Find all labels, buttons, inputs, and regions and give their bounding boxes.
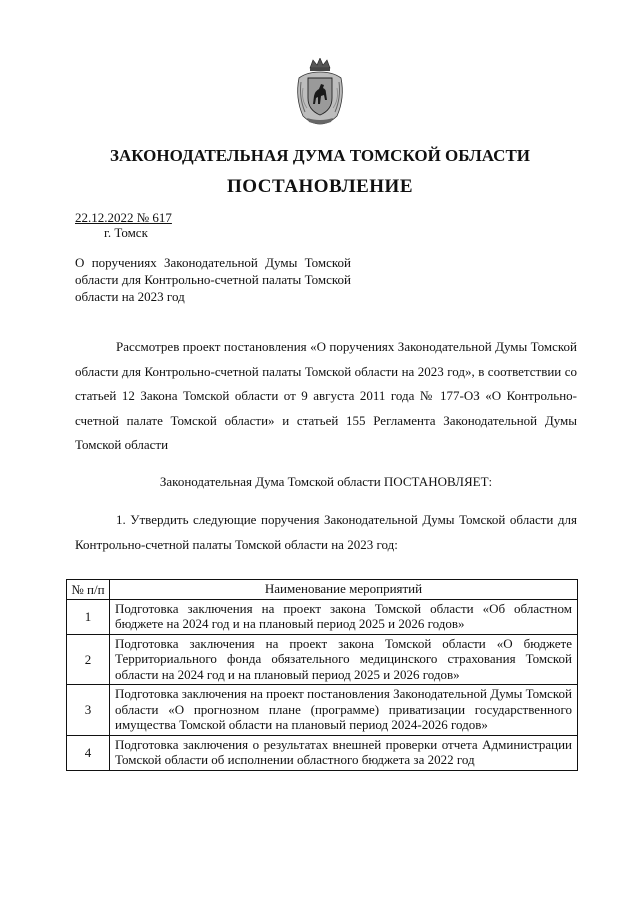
row-text: Подготовка заключения о результатах внешней проверки отчета Администрации Томской области об исполнении областного бюджета за 2022 год <box>110 735 578 770</box>
row-text: Подготовка заключения на проект постановления Законодательной Думы Томской области «О прогнозном плане (программе) приватизации государственного имущества Томской области на плановый период 2024-2026 годов» <box>110 685 578 736</box>
column-header-name: Наименование мероприятий <box>110 580 578 600</box>
resolution-statement: Законодательная Дума Томской области ПОСТАНОВЛЯЕТ: <box>159 474 493 489</box>
table-header-row <box>67 580 578 600</box>
table-row <box>67 735 578 770</box>
preamble-paragraph: Рассмотрев проект постановления «О поручениях Законодательной Думы Томской области для Контрольно-счетной палаты Томской области на 2023 год», в соответствии со статьей 12 Закона Томской области от 9 августа 2011 года № 177-ОЗ «О Контрольно-счетной палате Томской области» и статьей 155 Регламента Законодательной Думы Томской области <box>75 339 577 452</box>
row-number: 3 <box>67 685 110 736</box>
organization-title: ЗАКОНОДАТЕЛЬНАЯ ДУМА ТОМСКОЙ ОБЛАСТИ <box>109 146 531 165</box>
table-row <box>67 685 578 736</box>
document-type-heading: ПОСТАНОВЛЕНИЕ <box>226 176 414 197</box>
row-text: Подготовка заключения на проект закона Томской области «О бюджете Территориального фонда обязательного медицинского страхования Томской области на 2024 год и на плановый период 2025 и 2026 годов» <box>110 634 578 685</box>
table-row <box>67 599 578 634</box>
table-row <box>67 634 578 685</box>
row-number: 2 <box>67 634 110 685</box>
document-city: г. Томск <box>104 225 148 240</box>
document-subject: О поручениях Законодательной Думы Томской области для Контрольно-счетной палаты Томской области на 2023 год <box>75 255 351 304</box>
row-text: Подготовка заключения на проект закона Томской области «Об областном бюджете на 2024 год и на плановый период 2025 и 2026 годов» <box>110 599 578 634</box>
item-one-paragraph: 1. Утвердить следующие поручения Законодательной Думы Томской области для Контрольно-счетной палаты Томской области на 2023 год: <box>75 512 577 552</box>
column-header-number: № п/п <box>67 580 110 600</box>
document-date-number: 22.12.2022 № 617 <box>75 210 172 225</box>
row-number: 1 <box>67 599 110 634</box>
coat-of-arms-icon <box>293 58 347 128</box>
row-number: 4 <box>67 735 110 770</box>
tasks-table <box>66 579 578 771</box>
